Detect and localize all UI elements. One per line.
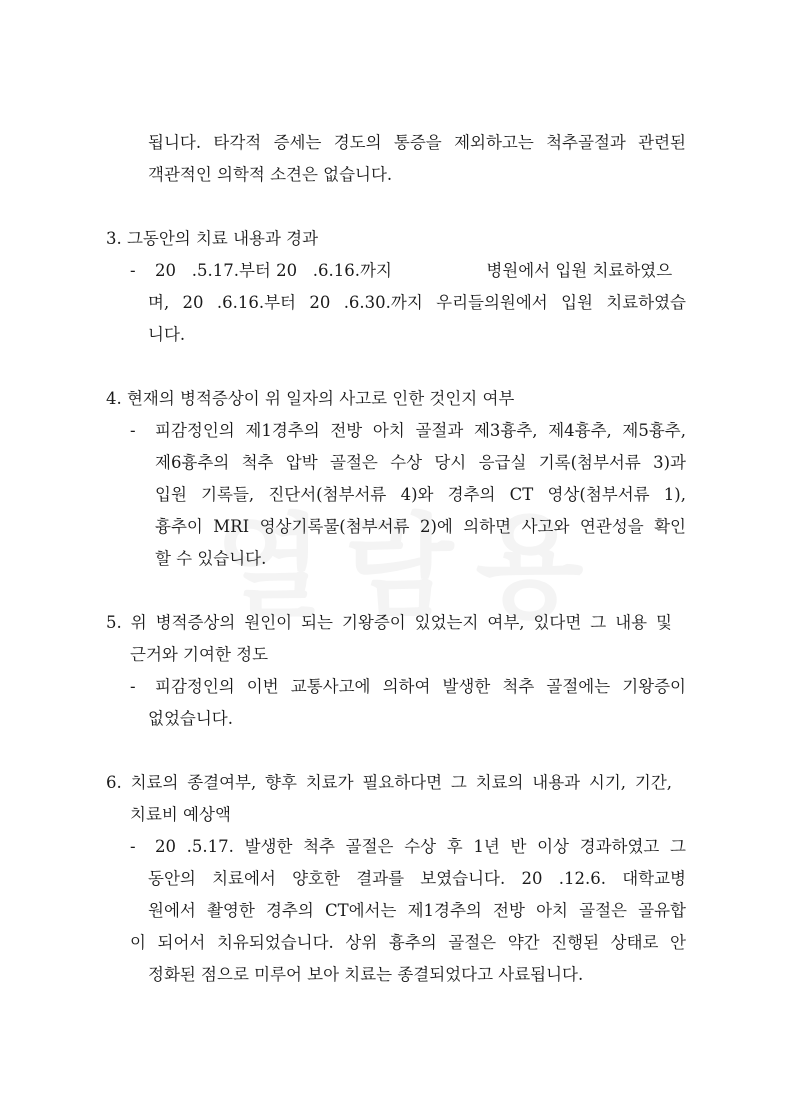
section-4-body-line: 입원 기록들, 진단서(첨부서류 4)와 경추의 CT 영상(첨부서류 1),: [155, 485, 686, 504]
section-3-body-line: 며, 20 .6.16.부터 20 .6.30.까지 우리들의원에서 입원 치료하였습: [148, 293, 686, 312]
section-6-body-line: 정화된 점으로 미루어 보아 치료는 종결되었다고 사료됩니다.: [148, 965, 584, 984]
section-3-heading: 3. 그동안의 치료 내용과 경과: [106, 229, 319, 248]
section-3-body-line: 니다.: [148, 325, 186, 344]
section-5-body-line: 없었습니다.: [148, 709, 233, 728]
section-6-body-line: 원에서 촬영한 경추의 CT에서는 제1경추의 전방 아치 골절은 골유합: [148, 901, 686, 920]
bullet-dash: -: [130, 837, 136, 856]
section-3-body-line: 20 .5.17.부터 20 .6.16.까지 병원에서 입원 치료하였으: [155, 261, 673, 280]
bullet-dash: -: [130, 261, 136, 280]
section-6-heading: 치료비 예상액: [130, 805, 231, 824]
intro-line: 객관적인 의학적 소견은 없습니다.: [148, 165, 393, 184]
section-4-body-line: 피감정인의 제1경추의 전방 아치 골절과 제3흉추, 제4흉추, 제5흉추,: [155, 421, 686, 440]
section-4-body-line: 할 수 있습니다.: [155, 549, 267, 568]
section-6-body-line: 20 .5.17. 발생한 척추 골절은 수상 후 1년 반 이상 경과하였고 그: [155, 837, 686, 856]
section-4-body-line: 흉추이 MRI 영상기록물(첨부서류 2)에 의하면 사고와 연관성을 확인: [155, 517, 686, 536]
bullet-dash: -: [130, 421, 136, 440]
intro-line: 됩니다. 타각적 증세는 경도의 통증을 제외하고는 척추골절과 관련된: [148, 133, 686, 152]
section-6-body-line: 이 되어서 치유되었습니다. 상위 흉추의 골절은 약간 진행된 상태로 안: [130, 933, 686, 952]
section-5-heading: 근거와 기여한 정도: [130, 645, 269, 664]
section-6-body-line: 동안의 치료에서 양호한 결과를 보였습니다. 20 .12.6. 대학교병: [148, 869, 686, 888]
section-6-heading: 6. 치료의 종결여부, 향후 치료가 필요하다면 그 치료의 내용과 시기, 기간,: [106, 773, 672, 792]
section-4-heading: 4. 현재의 병적증상이 위 일자의 사고로 인한 것인지 여부: [106, 389, 515, 408]
bullet-dash: -: [130, 677, 136, 696]
section-4-body-line: 제6흉추의 척추 압박 골절은 수상 당시 응급실 기록(첨부서류 3)과: [155, 453, 686, 472]
section-5-body-line: 피감정인의 이번 교통사고에 의하여 발생한 척추 골절에는 기왕증이: [155, 677, 686, 696]
section-5-heading: 5. 위 병적증상의 원인이 되는 기왕증이 있었는지 여부, 있다면 그 내용 및: [106, 613, 672, 632]
